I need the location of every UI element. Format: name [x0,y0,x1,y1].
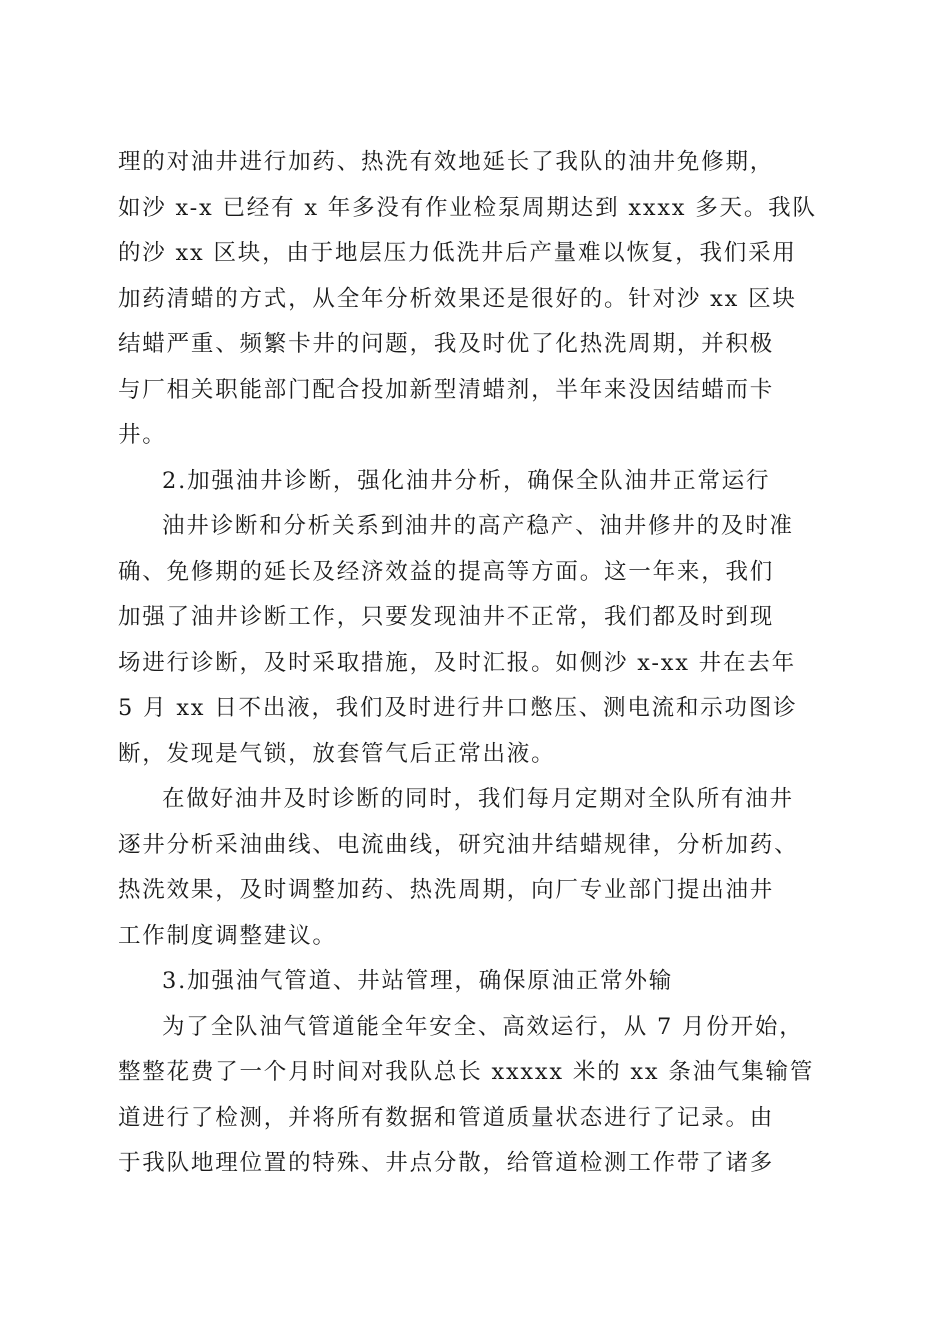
text-line: 的沙 xx 区块，由于地层压力低洗井后产量难以恢复，我们采用 [118,240,797,266]
text-line: 为了全队油气管道能全年安全、高效运行，从 7 月份开始， [162,1013,804,1040]
text-line: 于我队地理位置的特殊、井点分散，给管道检测工作带了诸多 [118,1150,775,1176]
text-line: 加强了油井诊断工作，只要发现油井不正常，我们都及时到现 [118,604,775,630]
body-text [118,140,833,1187]
text-line: 油井诊断和分析关系到油井的高产稳产、油井修井的及时准 [162,513,794,539]
text-line: 断，发现是气锁，放套管气后正常出液。 [118,740,556,767]
text-line: 在做好油井及时诊断的同时，我们每月定期对全队所有油井 [162,786,794,812]
text-line: 逐井分析采油曲线、电流曲线，研究油井结蜡规律，分析加药、 [118,831,799,858]
text-line: 道进行了检测，并将所有数据和管道质量状态进行了记录。由 [118,1104,775,1131]
text-line: 井。 [118,422,167,448]
text-line: 加药清蜡的方式，从全年分析效果还是很好的。针对沙 xx 区块 [118,285,797,312]
text-line: 2.加强油井诊断，强化油井分析，确保全队油井正常运行 [162,467,771,494]
text-line: 与厂相关职能部门配合投加新型清蜡剂，半年来没因结蜡而卡 [118,376,775,403]
text-line: 如沙 x-x 已经有 x 年多没有作业检泵周期达到 xxxx 多天。我队 [118,194,817,221]
text-line: 工作制度调整建议。 [118,922,337,949]
text-line: 结蜡严重、频繁卡井的问题，我及时优了化热洗周期，并积极 [118,331,775,357]
text-line: 5 月 xx 日不出液，我们及时进行井口憋压、测电流和示功图诊 [118,695,798,721]
text-line: 场进行诊断，及时采取措施，及时汇报。如侧沙 x-xx 井在去年 [118,649,796,676]
text-line: 热洗效果，及时调整加药、热洗周期，向厂专业部门提出油井 [118,877,775,903]
text-line: 3.加强油气管道、井站管理，确保原油正常外输 [162,968,674,994]
text-line: 整整花费了一个月时间对我队总长 xxxxx 米的 xx 条油气集输管 [118,1059,815,1085]
text-line: 确、免修期的延长及经济效益的提高等方面。这一年来，我们 [118,558,775,585]
text-line: 理的对油井进行加药、热洗有效地延长了我队的油井免修期， [118,149,775,175]
